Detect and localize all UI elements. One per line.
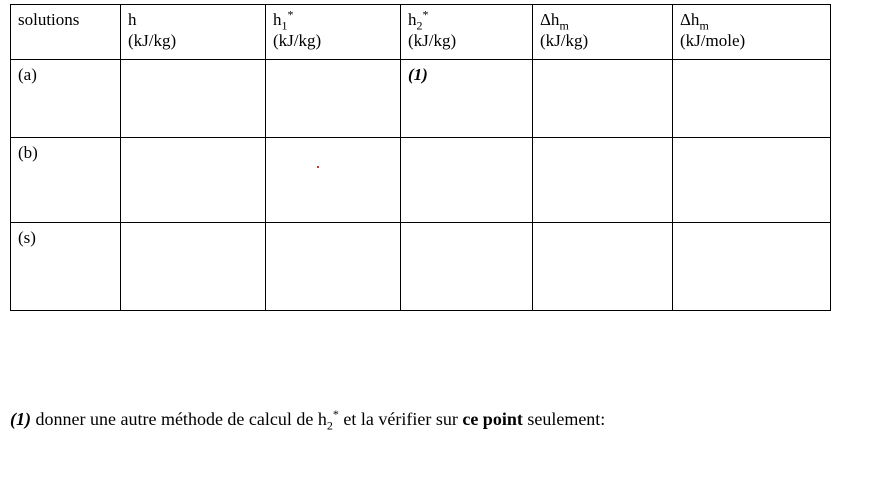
cell-s-h2[interactable] <box>401 223 533 311</box>
column-header-h2-star-icon: * <box>422 7 429 22</box>
column-header-dhm-kg-unit: (kJ/kg) <box>540 31 589 51</box>
column-header-dhm-kg-subscript: m <box>559 18 569 33</box>
table-body <box>11 60 831 311</box>
footnote-bold-text: ce point <box>462 409 523 429</box>
column-header-h-symbol: h <box>128 10 137 29</box>
cell-a-dhm-mole[interactable] <box>673 60 831 138</box>
column-header-dhm-mole-unit: (kJ/mole) <box>680 31 746 51</box>
footnote-text-after: seulement: <box>522 409 606 429</box>
enthalpy-table <box>10 4 831 311</box>
cell-b-h1[interactable] <box>266 138 401 223</box>
footnote-subscript: 2 <box>326 418 333 433</box>
column-header-dhm-mole-symbol: Δh <box>680 10 700 29</box>
footnote-star-icon: * <box>332 407 339 421</box>
footnote-text-middle: et la vérifier sur <box>338 409 463 429</box>
column-header-h-unit: (kJ/kg) <box>128 31 177 51</box>
column-header-dhm-kg <box>533 5 673 60</box>
cell-a-h1[interactable] <box>266 60 401 138</box>
column-header-h2-subscript: 2 <box>416 18 423 33</box>
table-row <box>11 60 831 138</box>
column-header-h1-symbol: h <box>273 10 282 29</box>
cell-a-h2-note-marker: (1) <box>408 65 428 84</box>
column-header-h2-unit: (kJ/kg) <box>408 31 457 51</box>
column-header-solutions <box>11 5 121 60</box>
column-header-h1-star-icon: * <box>287 7 294 22</box>
cell-b-h2[interactable] <box>401 138 533 223</box>
footnote <box>10 408 870 431</box>
footnote-text-before: donner une autre méthode de calcul de <box>31 409 318 429</box>
footnote-symbol: h <box>317 409 327 429</box>
row-label-a: (a) <box>11 60 121 138</box>
table-header-row <box>11 5 831 60</box>
cell-s-h[interactable] <box>121 223 266 311</box>
cell-b-dhm-kg[interactable] <box>533 138 673 223</box>
cell-s-h1[interactable] <box>266 223 401 311</box>
column-header-dhm-mole <box>673 5 831 60</box>
cell-b-h[interactable] <box>121 138 266 223</box>
table-header <box>11 5 831 60</box>
stray-mark-icon <box>317 166 319 168</box>
cell-b-dhm-mole[interactable] <box>673 138 831 223</box>
cell-a-dhm-kg[interactable] <box>533 60 673 138</box>
column-header-h1-subscript: 1 <box>281 18 288 33</box>
cell-s-dhm-kg[interactable] <box>533 223 673 311</box>
column-header-h1-star <box>266 5 401 60</box>
column-header-h1-unit: (kJ/kg) <box>273 31 322 51</box>
column-header-dhm-kg-symbol: Δh <box>540 10 560 29</box>
column-header-solutions-label: solutions <box>18 10 80 29</box>
cell-s-dhm-mole[interactable] <box>673 223 831 311</box>
table-row <box>11 138 831 223</box>
column-header-h2-star <box>401 5 533 60</box>
column-header-dhm-mole-subscript: m <box>699 18 709 33</box>
cell-a-h2[interactable] <box>401 60 533 138</box>
cell-a-h[interactable] <box>121 60 266 138</box>
row-label-b: (b) <box>11 138 121 223</box>
table-row <box>11 223 831 311</box>
row-label-s: (s) <box>11 223 121 311</box>
footnote-marker: (1) <box>10 409 31 429</box>
column-header-h <box>121 5 266 60</box>
column-header-h2-symbol: h <box>408 10 417 29</box>
